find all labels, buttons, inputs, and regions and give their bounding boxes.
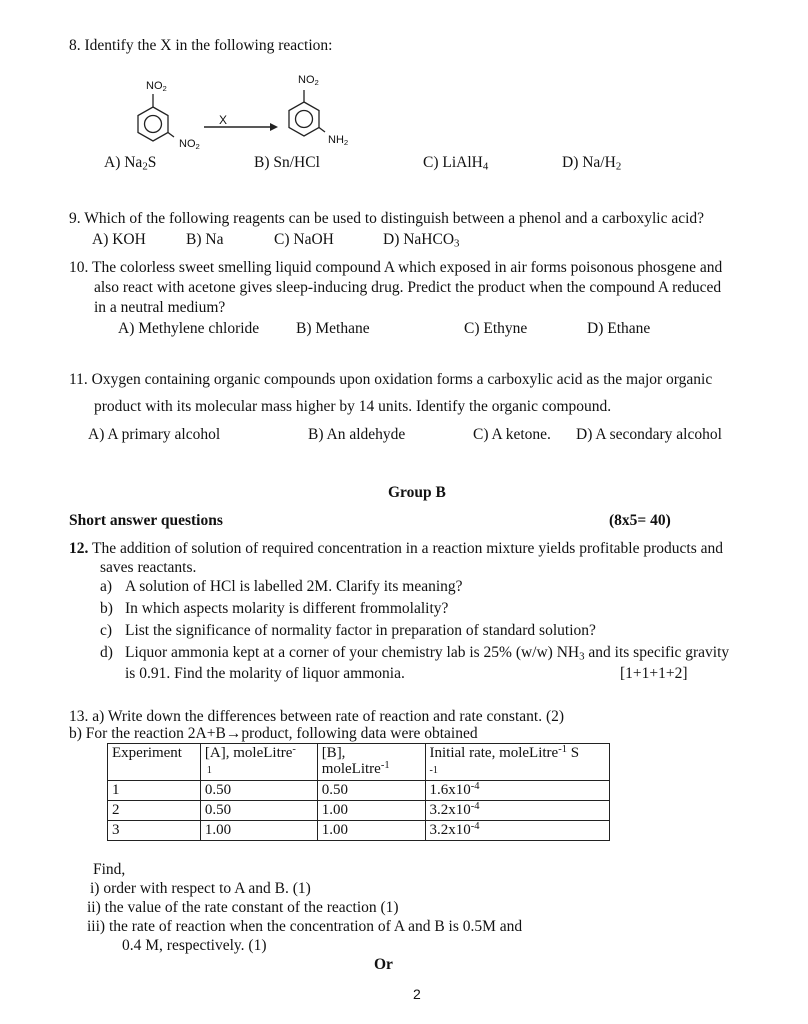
find-item-i: i) order with respect to A and B. (1)	[90, 880, 311, 897]
q10-option-c: C) Ethyne	[464, 320, 528, 337]
table-row	[108, 821, 610, 841]
q11-line-2: product with its molecular mass higher by 14 units. Identify the organic compound.	[94, 398, 612, 415]
q8-question: 8. Identify the X in the following reaction:	[69, 37, 333, 54]
header-initial-rate: Initial rate, moleLitre$^{-1}$ S -1	[425, 744, 609, 781]
table-row	[108, 801, 610, 821]
cell-a-conc: 1.00	[200, 821, 317, 841]
q12-marks: [1+1+1+2]	[620, 665, 688, 682]
reaction-arrow	[204, 123, 278, 131]
group-b-heading: Group B	[388, 484, 446, 501]
q10-line-1: 10. The colorless sweet smelling liquid compound A which exposed in air forms poisonous phosgene and	[69, 259, 723, 276]
q12-part-c-text: List the significance of normality factor in preparation of standard solution?	[125, 622, 596, 639]
q12-part-d-text-line2: is 0.91. Find the molarity of liquor ammonia.	[125, 665, 405, 682]
table-row	[108, 781, 610, 801]
q11-option-a: A) A primary alcohol	[88, 426, 221, 443]
q12-part-b-label: b)	[100, 600, 113, 617]
q12-part-a-text: A solution of HCl is labelled 2M. Clarify its meaning?	[125, 578, 463, 595]
product-side-label: $NH_2$	[328, 134, 349, 147]
cell-a-conc: 0.50	[200, 801, 317, 821]
cell-b-conc: 1.00	[317, 801, 425, 821]
cell-experiment: 1	[108, 781, 201, 801]
q10-line-2: also react with acetone gives sleep-inducing drug. Predict the product when the compound A reduced	[94, 279, 722, 296]
q9-option-b: B) Na	[186, 231, 224, 248]
arrow-label: X	[219, 113, 228, 127]
find-item-ii: ii) the value of the rate constant of the reaction (1)	[87, 899, 399, 916]
cell-initial-rate: $3.2x10^{-4}$	[425, 821, 609, 841]
q9-question: 9. Which of the following reagents can be used to distinguish between a phenol and a carboxylic acid?	[69, 210, 705, 227]
q12-part-d-label: d)	[100, 644, 113, 661]
q8-option-c: C) LiAlH$_4$	[423, 154, 489, 173]
section-label: Short answer questions	[69, 512, 223, 529]
q10-line-3: in a neutral medium?	[94, 299, 226, 316]
q10-option-a: A) Methylene chloride	[118, 320, 260, 337]
q8-option-b: B) Sn/HCl	[254, 154, 320, 171]
cell-b-conc: 1.00	[317, 821, 425, 841]
q13-part-b: b) For the reaction 2A+B→product, following data were obtained	[69, 725, 478, 742]
cell-initial-rate: $3.2x10^{-4}$	[425, 801, 609, 821]
q12-part-b-text: In which aspects molarity is different frommolality?	[125, 600, 449, 617]
q10-option-d: D) Ethane	[587, 320, 651, 337]
q9-option-c: C) NaOH	[274, 231, 334, 248]
q12-part-a-label: a)	[100, 578, 113, 595]
q13-part-a: 13. a) Write down the differences between rate of reaction and rate constant. (2)	[69, 708, 565, 725]
reactant-top-label: $NO_2$	[146, 80, 167, 93]
cell-experiment: 2	[108, 801, 201, 821]
cell-initial-rate: $1.6x10^{-4}$	[425, 781, 609, 801]
q12-part-d-text: Liquor ammonia kept at a corner of your chemistry lab is 25% (w/w) $NH_3$ and its specific gravity	[125, 644, 730, 663]
cell-experiment: 3	[108, 821, 201, 841]
q9-option-a: A) KOH	[92, 231, 146, 248]
cell-a-conc: 0.50	[200, 781, 317, 801]
reactant-benzene-ring	[138, 94, 174, 141]
q11-option-d: D) A secondary alcohol	[576, 426, 722, 443]
q9-option-d: D) NaHCO$_3$	[383, 231, 460, 250]
or-label: Or	[374, 956, 393, 973]
find-item-iii: iii) the rate of reaction when the concentration of A and B is 0.5M and	[87, 918, 523, 935]
find-label: Find,	[93, 861, 126, 878]
q8-option-d: D) $Na/H_2$	[562, 154, 622, 173]
product-benzene-ring	[289, 90, 325, 136]
q11-line-1: 11. Oxygen containing organic compounds upon oxidation forms a carboxylic acid as the major organic	[69, 371, 713, 388]
q11-option-c: C) A ketone.	[473, 426, 551, 443]
q12-number: 12.	[69, 540, 89, 557]
header-a-conc: [A], moleLitre- 1	[200, 744, 317, 781]
rate-data-table	[107, 743, 610, 841]
q11-option-b: B) An aldehyde	[308, 426, 406, 443]
product-top-label: $NO_2$	[298, 74, 319, 87]
header-b-conc: [B], moleLitre$^{-1}$	[317, 744, 425, 781]
section-marks: (8x5= 40)	[609, 512, 671, 529]
q10-option-b: B) Methane	[296, 320, 370, 337]
find-item-iii-cont: 0.4 M, respectively. (1)	[122, 937, 267, 954]
cell-b-conc: 0.50	[317, 781, 425, 801]
q8-option-a: A) $Na_2S$	[104, 154, 157, 173]
q12-line-1: 12. The addition of solution of required concentration in a reaction mixture yields profitable products and	[69, 540, 723, 557]
reactant-side-label: $NO_2$	[179, 138, 200, 151]
page-number: 2	[413, 986, 421, 1002]
table-header-row	[108, 744, 610, 781]
header-experiment: Experiment	[108, 744, 201, 781]
q12-line-2: saves reactants.	[100, 559, 197, 576]
q12-part-c-label: c)	[100, 622, 113, 639]
